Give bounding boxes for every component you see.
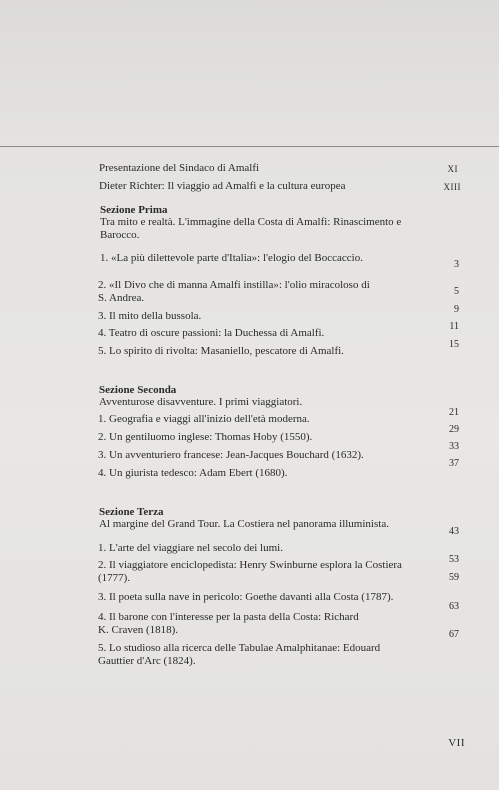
- toc-page-number: 53: [449, 554, 459, 565]
- toc-entry: 2. «Il Divo che di manna Amalfi instilla»: l'olio miracoloso di: [98, 279, 370, 291]
- toc-page-number: 5: [454, 286, 459, 297]
- toc-entry: 4. Il barone con l'interesse per la pasta della Costa: Richard: [98, 611, 359, 623]
- toc-entry-continuation: Gauttier d'Arc (1824).: [98, 655, 196, 667]
- toc-page-number: 11: [449, 321, 459, 332]
- toc-entry: 4. Teatro di oscure passioni: la Duchessa di Amalfi.: [98, 327, 325, 339]
- section-subtitle: Al margine del Grand Tour. La Costiera nel panorama illuminista.: [99, 518, 389, 530]
- toc-page-number: XI: [447, 164, 458, 174]
- toc-page-number: 33: [449, 441, 459, 452]
- page-folio: VII: [448, 737, 465, 749]
- toc-entry-continuation: K. Craven (1818).: [98, 624, 179, 636]
- toc-entry: 4. Un giurista tedesco: Adam Ebert (1680).: [98, 467, 288, 479]
- toc-page-number: 59: [449, 572, 459, 583]
- toc-entry: 5. Lo spirito di rivolta: Masaniello, pescatore di Amalfi.: [98, 345, 344, 357]
- section-subtitle: Barocco.: [100, 229, 140, 241]
- toc-page-number: 37: [449, 458, 459, 469]
- toc-page-number: 43: [449, 526, 459, 537]
- toc-entry: 1. Geografia e viaggi all'inizio dell'età moderna.: [98, 413, 310, 425]
- section-subtitle: Avventurose disavventure. I primi viaggiatori.: [99, 396, 303, 408]
- toc-page-number: 29: [449, 424, 459, 435]
- section-heading: Sezione Prima: [100, 204, 168, 216]
- toc-entry: 3. Un avventuriero francese: Jean-Jacques Bouchard (1632).: [98, 449, 364, 461]
- section-subtitle: Tra mito e realtà. L'immagine della Costa di Amalfi: Rinascimento e: [100, 216, 402, 228]
- toc-entry-presentazione: Presentazione del Sindaco di Amalfi: [99, 162, 260, 174]
- toc-entry: 3. Il mito della bussola.: [98, 310, 202, 322]
- toc-entry-continuation: (1777).: [98, 572, 131, 584]
- toc-page-number: 63: [449, 601, 459, 612]
- toc-entry-richter: Dieter Richter: Il viaggio ad Amalfi e la cultura europea: [99, 180, 346, 192]
- toc-entry: 1. L'arte del viaggiare nel secolo dei lumi.: [98, 542, 283, 554]
- toc-page-number: XIII: [443, 182, 461, 192]
- toc-page-number: 21: [449, 407, 459, 418]
- section-heading: Sezione Seconda: [99, 384, 177, 396]
- toc-page-number: 9: [454, 304, 459, 315]
- toc-entry: 3. Il poeta sulla nave in pericolo: Goethe davanti alla Costa (1787).: [98, 591, 394, 603]
- toc-entry: 2. Un gentiluomo inglese: Thomas Hoby (1550).: [98, 431, 313, 443]
- toc-entry: 2. Il viaggiatore enciclopedista: Henry Swinburne esplora la Costiera: [98, 559, 402, 571]
- toc-entry-continuation: S. Andrea.: [98, 292, 145, 304]
- section-heading: Sezione Terza: [99, 506, 164, 518]
- toc-page-number: 67: [449, 629, 459, 640]
- toc-page-number: 3: [454, 259, 459, 270]
- toc-entry: 5. Lo studioso alla ricerca delle Tabulae Amalphitanae: Edouard: [98, 642, 381, 654]
- toc-page-number: 15: [449, 339, 459, 350]
- top-rule: [0, 146, 499, 147]
- toc-entry: 1. «La più dilettevole parte d'Italia»: l'elogio del Boccaccio.: [100, 252, 363, 264]
